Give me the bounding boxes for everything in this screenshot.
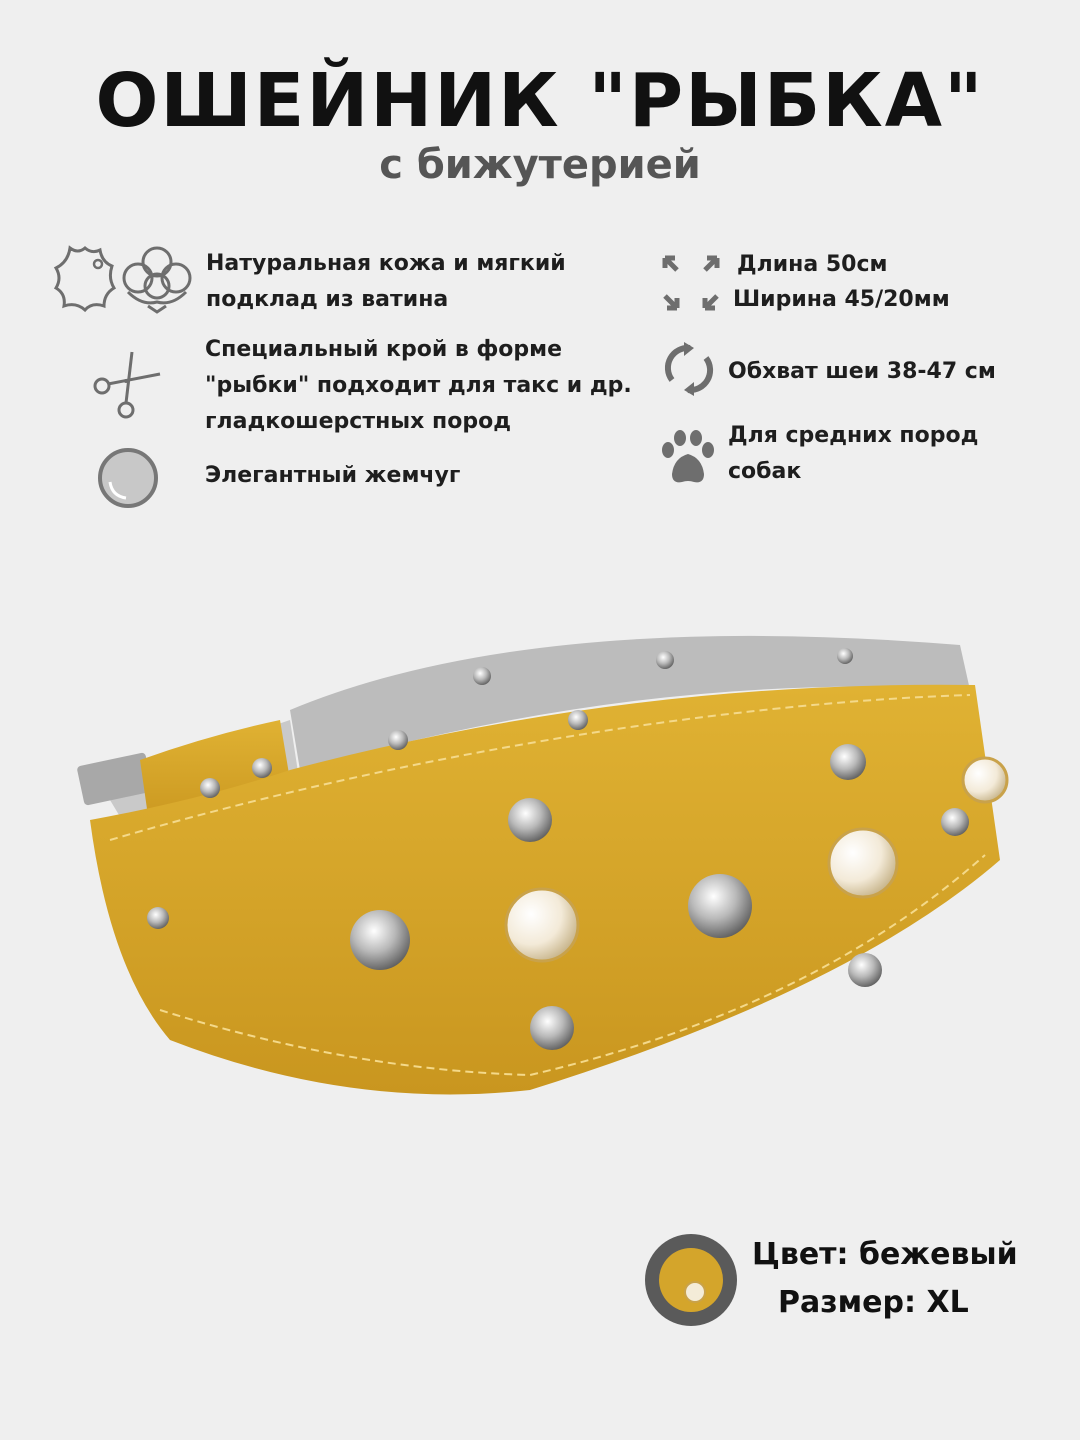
feature-cut-text: [205, 332, 632, 440]
expand-arrows-icon: [661, 254, 721, 280]
feature-leather-line2: подклад из ватина: [206, 287, 449, 312]
scissors-icon: [88, 348, 164, 424]
color-swatch-icon: [643, 1232, 739, 1328]
spec-width: Ширина 45/20мм: [733, 287, 950, 312]
spec-breed-line1: Для средних пород: [728, 423, 979, 448]
paw-icon: [658, 428, 718, 486]
feature-pearl-text: Элегантный жемчуг: [205, 463, 461, 488]
feature-leather-line1: Натуральная кожа и мягкий: [206, 251, 566, 276]
feature-cut-line3: гладкошерстных пород: [205, 409, 511, 434]
spec-neck: Обхват шеи 38-47 см: [728, 359, 996, 384]
product-title: ОШЕЙНИК "РЫБКА": [95, 58, 985, 144]
pearl-icon: [96, 446, 160, 510]
feature-cut-line1: Специальный крой в форме: [205, 337, 563, 362]
product-color: Цвет: бежевый: [752, 1237, 1018, 1272]
feature-cut-line2: "рыбки" подходит для такс и др.: [205, 373, 632, 398]
compress-arrows-icon: [661, 288, 721, 314]
refresh-icon: [660, 340, 718, 398]
collar-product-image: [50, 570, 1030, 1130]
feature-leather-text: [206, 246, 566, 318]
leather-hide-icon: [50, 242, 120, 314]
spec-breed: [728, 418, 978, 490]
product-size: Размер: XL: [778, 1285, 969, 1320]
spec-length: Длина 50см: [737, 252, 888, 277]
product-subtitle: с бижутерией: [379, 142, 701, 188]
cotton-icon: [118, 242, 196, 314]
spec-breed-line2: собак: [728, 459, 802, 484]
